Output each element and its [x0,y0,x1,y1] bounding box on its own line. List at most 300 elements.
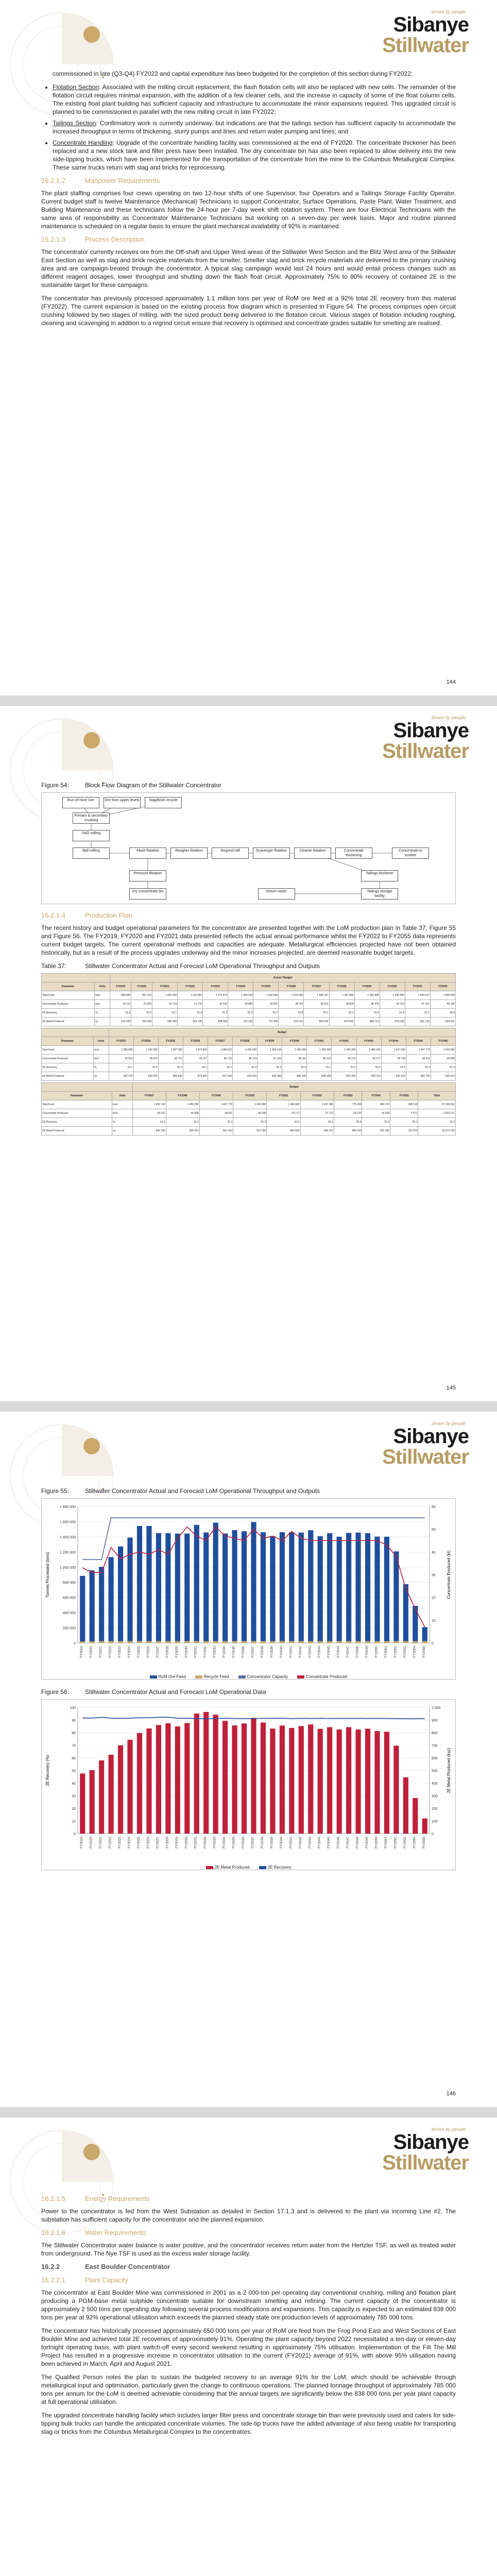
bar-recycle-feed [184,1641,190,1643]
bar-recycle-feed [165,1641,170,1643]
x-tick-label: FY2046 [336,1646,340,1658]
logo-line1: Sibanye [393,13,469,36]
sibanye-stillwater-logo: driven by people Sibanye Stillwater [382,2127,469,2174]
bar-recycle-feed [109,1641,114,1643]
bar-recycle-feed [337,1641,342,1643]
bar-recycle-feed [403,1641,408,1643]
y2-tick-label: 10 [432,1619,436,1623]
y-tick-label: 0 [74,1833,76,1836]
bar-rom-ore-feed [165,1533,170,1643]
x-tick-label: FY2030 [184,1646,188,1658]
section-heading: 16.2.1.3 Process Description [41,235,145,243]
bar-rom-ore-feed [308,1530,313,1643]
flow-box: Rougher flotation [170,848,208,859]
table-row: 2E Metal Produced oz 942 470 893 420 856 630 873 420 917 040 879 610 832 060 856 100 836 900 852 250 865 110 830 410 842 750 825 410 [42,1072,456,1081]
x-tick-label: FY2022 [108,1646,112,1658]
legend-item: Concentrator Capacity [238,1673,288,1681]
x-tick-label: FY2054 [413,1646,417,1658]
flow-box: Cleaner flotation [294,848,331,859]
y-tick-label: 60 [72,1757,76,1760]
x-tick-label: FY2055 [422,1837,426,1849]
y-tick-label: 800 000 [62,1581,76,1585]
data-table: Budget Parameter Units FY2047 FY2048 FY2049 FY2050 FY2051 FY2052 FY2053 FY2054 FY2055 Total Total Feed tons 1 451 110 1 455 290 1 447 770 1 402 680 1 400 680 1 207 390 775 260 489 270 208 510 57 540 010 Concentrate Produced tons 44 911 45 008 44 911 45 008 43 177 37 713 24 213 15 418 6 571 1 833 171 2E Recovery % 91.2 91.3 91.2 91.3 91.2 91.1 91.0 91.0 91.1 91.3 2E Metal Produced oz 842 750 825 410 831 410 812 050 806 630 696 210 445 610 281 630 119 970 32 471 160 [41,1082,456,1136]
x-tick-label: FY2024 [127,1646,131,1658]
flow-box: Concentrate thickening [335,848,372,859]
bar-rom-ore-feed [222,1534,228,1643]
bar-recycle-feed [289,1641,294,1643]
table-row: Concentrate Produced tons 44 911 45 008 44 911 45 008 43 177 37 713 24 213 15 418 6 571 1 833 171 [42,1109,456,1118]
page-145 [0,706,497,1401]
x-tick-label: FY2038 [260,1646,264,1658]
x-tick-label: FY2019 [80,1646,84,1658]
x-tick-label: FY2022 [108,1837,112,1849]
bar-recycle-feed [413,1641,418,1643]
bar-rom-ore-feed [318,1536,323,1643]
legend-swatch [150,1675,157,1679]
x-tick-label: FY2028 [165,1837,169,1849]
y-tick-label: 80 [72,1732,76,1735]
bar-rom-ore-feed [251,1522,256,1643]
y2-tick-label: 200 [432,1807,438,1811]
y-tick-label: 1 800 000 [59,1505,76,1509]
bar-2e-metal-produced [280,1725,285,1834]
bar-2e-metal-produced [137,1733,142,1834]
bar-recycle-feed [175,1641,180,1643]
legend-item: Concentrate Produced [297,1673,347,1681]
bar-rom-ore-feed [374,1536,380,1643]
operational-data-chart [41,1699,456,1870]
bar-2e-metal-produced [346,1727,351,1834]
bar-rom-ore-feed [289,1532,294,1643]
x-tick-label: FY2051 [384,1646,388,1658]
bar-rom-ore-feed [261,1532,266,1643]
water-paragraph: The Stillwater Concentrator water balance is water positive, and the concentrator receives return water from the Hertzler TSF, as well as treated water from underground. The Nye TSF is used as the excess water storage facility. [41,2242,456,2257]
y2-tick-label: 1 000 [432,1706,441,1710]
x-tick-label: FY2038 [260,1837,264,1849]
bar-recycle-feed [374,1641,380,1643]
bar-rom-ore-feed [242,1531,247,1643]
bar-rom-ore-feed [280,1532,285,1643]
bar-recycle-feed [213,1641,218,1643]
bar-recycle-feed [222,1641,228,1643]
bar-recycle-feed [194,1641,199,1643]
x-tick-label: FY2049 [365,1646,369,1658]
y-tick-label: 20 [72,1807,76,1811]
bar-2e-metal-produced [175,1726,180,1834]
y2-tick-label: 0 [432,1642,434,1646]
bar-rom-ore-feed [127,1537,132,1643]
bar-2e-metal-produced [194,1714,199,1834]
bar-recycle-feed [242,1641,247,1643]
bar-rom-ore-feed [337,1537,342,1643]
bar-recycle-feed [280,1641,285,1643]
x-tick-label: FY2019 [80,1837,84,1849]
bar-recycle-feed [384,1641,389,1643]
bar-rom-ore-feed [413,1606,418,1643]
bar-rom-ore-feed [355,1533,361,1643]
bar-2e-metal-produced [99,1760,104,1834]
x-tick-label: FY2029 [175,1837,179,1849]
x-tick-label: FY2033 [213,1646,217,1658]
x-tick-label: FY2021 [99,1837,103,1849]
y-tick-label: 10 [72,1820,76,1824]
y-tick-label: 1 600 000 [59,1520,76,1524]
bar-rom-ore-feed [99,1567,104,1643]
x-tick-label: FY2027 [156,1646,160,1658]
operational-table [41,973,456,1136]
y2-tick-label: 500 [432,1769,438,1773]
bar-rom-ore-feed [118,1547,123,1643]
bar-2e-metal-produced [289,1728,294,1834]
x-tick-label: FY2052 [393,1646,398,1658]
y2-tick-label: 50 [432,1528,436,1532]
x-tick-label: FY2050 [374,1646,379,1658]
y-axis-label: 2E Recovery (%) [45,1755,50,1786]
bar-2e-metal-produced [308,1724,313,1834]
y2-axis-label: Concentrate Produced (kt) [447,1550,451,1599]
bar-recycle-feed [203,1641,209,1643]
x-tick-label: FY2050 [374,1837,379,1849]
section-heading: 16.2.1.6 Water Requirements [41,2229,146,2236]
section-heading: 16.2.1.5 Energy Requirements [41,2195,150,2202]
bar-rom-ore-feed [232,1530,237,1643]
x-tick-label: FY2027 [156,1837,160,1849]
bar-recycle-feed [90,1641,95,1643]
x-tick-label: FY2044 [317,1646,321,1658]
bar-2e-metal-produced [203,1712,209,1834]
bar-recycle-feed [327,1641,332,1643]
x-tick-label: FY2036 [242,1837,246,1849]
bar-2e-metal-produced [118,1745,123,1834]
x-tick-label: FY2041 [289,1837,293,1849]
flow-box: Scavenger flotation [253,848,290,859]
x-tick-label: FY2045 [327,1837,331,1849]
x-tick-label: FY2023 [118,1646,122,1658]
x-tick-label: FY2025 [136,1646,141,1658]
table-row: Concentrate Produced tons 33 113 31 002 30 714 41 719 36 591 39 486 39 807 38 767 40 512 38 664 46 475 50 713 47 314 45 100 [42,1000,456,1009]
y-tick-label: 40 [72,1782,76,1786]
y-tick-label: 100 [70,1706,76,1710]
bar-2e-metal-produced [270,1728,275,1834]
figure-caption: Figure 56: Stillwater Concentrator Actual and Forecast LoM Operational Data [41,1688,266,1696]
table-row: 2E Metal Produced oz 842 750 825 410 831 410 812 050 806 630 696 210 445 610 281 630 119 970 32 471 160 [42,1127,456,1136]
y2-axis-label: 2E Metal Produced (koz) [447,1748,451,1793]
flow-box: Run-of-mine Ore [62,797,99,808]
bar-2e-metal-produced [393,1745,399,1834]
x-tick-label: FY2039 [270,1837,274,1849]
bar-recycle-feed [146,1641,151,1643]
x-tick-label: FY2043 [308,1646,312,1658]
manpower-paragraph: The plant staffing comprises four crews operating on two 12-hour shifts of one Supervisor, four Operators and a Tailings Storage Facility Operator. Current budget staff is twelve Maintenance (Mechanical) Technicians to support Concentrator, Surface Operations, Paste Plant, Water Treatment, and Building Maintenance and these technicians follow the 24-hour per 7-day week shift rotation system. There are four Electrical Technicians with the same area of responsibility as Concentrator Maintenance Technicians but working on a seven-day per week basis. Major and routine planned maintenance is scheduled on a regular basis to ensure the plant mechanical availability of 92% is maintained. [41,190,456,230]
sibanye-stillwater-logo [382,9,469,56]
y2-tick-label: 40 [432,1551,436,1555]
bar-2e-metal-produced [355,1730,361,1834]
x-tick-label: FY2037 [251,1837,255,1849]
bar-recycle-feed [261,1641,266,1643]
sibanye-stillwater-logo: driven by people Sibanye Stillwater [382,715,469,762]
bar-2e-metal-produced [213,1715,218,1834]
bar-2e-metal-produced [127,1740,132,1834]
x-tick-label: FY2042 [298,1837,302,1849]
y-tick-label: 0 [74,1642,76,1646]
bar-rom-ore-feed [393,1551,399,1643]
sibanye-stillwater-logo: driven by people Sibanye Stillwater [382,1421,469,1468]
flow-box: Ore from upper levels [104,797,141,808]
page-147 [0,2117,497,2576]
x-tick-label: FY2028 [165,1646,169,1658]
process-paragraph-2: The concentrator has previously processed approximately 1.1 million tons per year of RoM ore feed at a 92% total 2E recovery from this material (FY2022). The current expansion is based on the existing process flow diagram which is presented in Figure 54. The process comprises open circuit crushing followed by two stages of milling, with the sized product being delivered to the flotation circuit. Various stages of flotation including roughing, cleaning and scavenging in addition to a regrind circuit ensure that recovery is optimised and concentrate grades suitable for smelting are realised. [41,295,456,327]
bar-2e-metal-produced [413,1798,418,1834]
flow-box: Pressure filtration [129,870,166,882]
x-tick-label: FY2023 [118,1837,122,1849]
legend-swatch [238,1675,246,1679]
bar-recycle-feed [422,1641,427,1643]
legend-swatch [297,1675,304,1679]
x-tick-label: FY2034 [222,1837,227,1849]
x-tick-label: FY2031 [194,1646,198,1658]
bar-2e-metal-produced [184,1723,190,1834]
x-tick-label: FY2047 [346,1646,350,1658]
x-tick-label: FY2055 [422,1646,426,1658]
bar-2e-metal-produced [146,1728,151,1834]
section-heading: 16.2.1.2 Manpower Requirements [41,177,160,184]
x-tick-label: FY2026 [146,1837,150,1849]
x-tick-label: FY2036 [242,1646,246,1658]
flow-box: Tailings thickener [361,870,398,882]
table-row: 2E Recovery % 91.2 91.3 91.2 91.3 91.2 91.1 91.0 91.0 91.1 91.3 [42,1118,456,1127]
y-tick-label: 50 [72,1769,76,1773]
section-heading: 16.2.1.4 Production Plan [41,911,132,919]
list-item: • Flotation Section: Associated with the milling circuit replacement, the flash flotation cells will also be replaced with new cells. The remainder of the flotation circuit requires minimal expansion, with the addition of a few cleaner cells, and the increase in capacity of some of the float column cells. The existing float plant building has sufficient capacity and infrastructure to accommodate the minor expansions required. This upgraded circuit is planned to be commissioned in parallel with the new milling circuit in late FY2022; [53,83,456,116]
bar-2e-metal-produced [299,1726,304,1834]
legend-swatch [259,1866,266,1869]
bar-rom-ore-feed [384,1537,389,1643]
x-tick-label: FY2046 [336,1837,340,1849]
x-tick-label: FY2040 [279,1837,283,1849]
x-tick-label: FY2025 [136,1837,141,1849]
x-tick-label: FY2053 [403,1837,407,1849]
x-tick-label: FY2054 [413,1837,417,1849]
throughput-chart [41,1498,456,1680]
bar-2e-metal-produced [374,1731,380,1834]
flow-box: Return water [258,888,295,900]
bar-2e-metal-produced [251,1718,256,1834]
operational-data-chart-svg [42,1700,455,1859]
flow-box: SAG milling [73,830,110,841]
x-tick-label: FY2020 [89,1646,93,1658]
process-paragraph-1: The concentrator currently receives ore from the Off-shaft and Upper West areas of the Stillwater West Section and the Blitz West area of the Stillwater East Section as well as slag and brick recycle materials from the smelter. Smelter slag and brick recycle materials are delivered to the primary crushing area and are campaign-treated through the concentrator. A typical slag campaign would last 24 hours and would entail process changes such as different reagent dosages, lower throughput and shutting down the flash float circuit. Approximately 75% to 80% recovery of contained 2E is the sustainable target for these campaigns. [41,248,456,289]
x-tick-label: FY2037 [251,1646,255,1658]
bar-rom-ore-feed [80,1576,85,1643]
bar-recycle-feed [393,1641,399,1643]
logo-line2: Stillwater [382,34,469,57]
bar-recycle-feed [365,1641,370,1643]
y-tick-label: 90 [72,1719,76,1723]
x-tick-label: FY2032 [203,1646,208,1658]
energy-paragraph: Power to the concentrator is fed from the West Substation as detailed in Section 17.1.3 and is delivered to the plant via incoming Line #2. The substation has sufficient capacity for the concentrator and the planned expansion. [41,2208,456,2223]
flow-box: Slag/Brick recycle [145,797,182,808]
bar-2e-metal-produced [327,1727,332,1834]
x-tick-label: FY2029 [175,1646,179,1658]
table-row: Total Feed tons 1 451 110 1 455 290 1 447 770 1 402 680 1 400 680 1 207 390 775 260 489 270 208 510 57 540 010 [42,1100,456,1109]
page-144 [0,0,497,696]
bar-2e-metal-produced [80,1773,85,1834]
bar-rom-ore-feed [270,1536,275,1643]
y2-tick-label: 700 [432,1744,438,1748]
flow-box: Primary & secondary crushing [73,812,110,824]
bar-rom-ore-feed [146,1526,151,1643]
bar-2e-metal-produced [242,1723,247,1834]
x-tick-label: FY2053 [403,1646,407,1658]
intro-paragraph: commissioned in late (Q3-Q4) FY2022 and capital expenditure has been budgeted for the completion of this section during FY2022; [53,70,413,77]
figure-caption: Figure 55: Stillwater Concentrator Actual and Forecast LoM Operational Throughput and Outputs [41,1487,320,1495]
x-tick-label: FY2031 [194,1837,198,1849]
chart-legend [42,1863,455,1872]
bar-2e-metal-produced [165,1723,170,1834]
bar-2e-metal-produced [403,1777,408,1834]
bar-2e-metal-produced [261,1722,266,1834]
bar-recycle-feed [127,1641,132,1643]
bar-2e-metal-produced [422,1819,427,1834]
x-tick-label: FY2051 [384,1837,388,1849]
capacity-paragraph-4: The upgraded concentrate handling facility which includes larger filter press and concentrate storage bin than were previously used and caters for side-tipping bulk trucks can handle the anticipated concentrate volumes. The side-tip trucks have the added advantage of also being usable for transporting slag or bricks from the Columbus Metallurgical Complex to the concentrators. [41,2412,456,2435]
bar-rom-ore-feed [299,1533,304,1643]
table-row: 2E Recovery % 91.1 91.4 91.2 91.1 91.1 91.3 91.3 91.4 91.1 91.3 91.2 91.3 91.2 91.3 [42,1063,456,1072]
y-tick-label: 400 000 [62,1612,76,1616]
bar-recycle-feed [355,1641,361,1643]
x-tick-label: FY2041 [289,1646,293,1658]
bar-rom-ore-feed [203,1533,209,1643]
list-item: • Tailings Section: Confirmatory work is currently underway, but indications are that the tailings section has sufficient capacity to accommodate the increased throughput in terms of thickening, slurry pumps and lines and return water pumping and lines; and [53,119,456,135]
bar-2e-metal-produced [156,1725,161,1834]
capacity-paragraph-3: The Qualified Person notes the plan to sustain the budgeted recovery to an average 91% for the LoM, which should be achievable through metallurgical input and optimisation, particularly given the change to continuous operations. The planned tonnage throughput of approximately 785 000 tons per annum for the LoM is deemed achievable considering that the annual targets are significantly below the 838 000 tons per year plant capacity at full operational utilisation. [41,2374,456,2405]
x-tick-label: FY2044 [317,1837,321,1849]
bar-rom-ore-feed [327,1533,332,1643]
list-item: • Concentrate Handling: Upgrade of the concentrate handling facility was commissioned at the end of FY2020. The concentrate thickener has been replaced and a new stock tank and filter press have been installed. The dry concentrate bin has also been replaced to allow delivery into the new side-tipping trucks, which have been implemented for the transportation of the concentrate from the mine to the Columbus Metallurgical Complex. These same trucks return with slag and bricks for reprocessing. [53,139,456,172]
x-tick-label: FY2049 [365,1837,369,1849]
bar-recycle-feed [318,1641,323,1643]
x-tick-label: FY2020 [89,1837,93,1849]
bar-recycle-feed [251,1641,256,1643]
logo-tagline: driven by people [431,9,466,14]
bar-rom-ore-feed [137,1526,142,1643]
bar-rom-ore-feed [365,1533,370,1643]
flow-box: Dry concentrate bin [129,888,166,900]
legend-item: 2E Recovery [259,1863,292,1872]
legend-swatch [195,1675,202,1679]
y2-tick-label: 60 [432,1505,436,1509]
y2-tick-label: 100 [432,1820,438,1824]
legend-item: Recycle Feed [195,1673,229,1681]
bar-recycle-feed [346,1641,351,1643]
bar-rom-ore-feed [422,1627,427,1643]
y-tick-label: 1 000 000 [59,1566,76,1570]
y2-tick-label: 400 [432,1782,438,1786]
y2-tick-label: 800 [432,1732,438,1735]
page-146 [0,1412,497,2107]
x-tick-label: FY2048 [355,1646,359,1658]
bar-2e-metal-produced [384,1732,389,1834]
data-table: Budget Parameter Units FY2033 FY2034 FY2035 FY2036 FY2037 FY2038 FY2039 FY2040 FY2041 FY2042 FY2043 FY2044 FY2045 FY2046 Total Feed tons 1 585 800 1 443 390 1 487 390 1 472 800 1 594 210 1 459 540 1 409 510 1 460 290 1 459 000 1 455 390 1 486 060 1 407 530 1 447 770 1 400 680 Concentrate Produced tons 50 913 46 874 45 712 45 117 49 713 46 174 47 210 45 111 49 313 46 210 45 177 44 718 44 911 45 008 2E Recovery % 91.1 91.4 91.2 91.1 91.1 91.3 91.3 91.4 91.1 91.3 91.2 91.3 91.2 91.3 2E Metal Produced oz 942 470 893 420 856 630 873 420 917 040 879 610 832 060 856 100 836 900 852 250 865 110 830 410 842 750 825 410 [41,1028,456,1081]
x-tick-label: FY2042 [298,1646,302,1658]
x-tick-label: FY2024 [127,1837,131,1849]
x-tick-label: FY2043 [308,1837,312,1849]
flow-box: Ball milling [73,848,110,859]
flow-box: Concentrate to smelter [392,848,429,859]
page-number: 145 [446,1385,456,1391]
flow-box: Regrind mill [212,848,249,859]
bar-recycle-feed [99,1641,104,1643]
data-table: Actual / Budget Parameter Units FY2019 FY2020 FY2021 FY2022 FY2023 FY2024 FY2025 FY2026 FY2027 FY2028 FY2029 FY2030 FY2031 FY2032 Total Feed tons 884 990 957 123 1 003 456 1 132 662 1 273 471 1 390 019 1 542 646 1 542 646 1 449 307 1 447 858 1 441 898 1 442 899 1 556 627 1 456 959 Concentrate Produced tons 33 113 31 002 30 714 41 719 36 591 39 486 39 807 38 767 40 512 38 664 46 475 50 713 47 314 45 100 2E Recovery % 91.6 91.5 92.1 91.4 91.3 91.5 91.7 91.8 92.1 92.2 91.4 91.4 91.2 90.9 2E Metal Produced oz 476 250 503 418 580 240 624 735 698 950 743 223 797 428 833 126 860 234 874 062 848 714 876 090 951 120 964 301 [41,973,456,1026]
flow-box: Tailings storage facility [361,888,398,900]
y2-tick-label: 300 [432,1794,438,1799]
bar-recycle-feed [308,1641,313,1643]
block-flow-diagram [41,792,456,904]
y-tick-label: 70 [72,1744,76,1748]
table-row: Total Feed tons 1 585 800 1 443 390 1 487 390 1 472 800 1 594 210 1 459 540 1 409 510 1 460 290 1 459 000 1 455 390 1 486 060 1 407 530 1 447 770 1 400 680 [42,1046,456,1055]
section-heading: 16.2.2.1 Plant Capacity [41,2276,128,2284]
page-number: 146 [446,2091,456,2097]
bar-2e-metal-produced [337,1730,342,1834]
bar-rom-ore-feed [184,1534,190,1643]
y2-tick-label: 900 [432,1719,438,1723]
bar-rom-ore-feed [175,1534,180,1643]
table-caption: Table 37: Stillwater Concentrator Actual and Forecast LoM Operational Throughput and Outputs [41,962,320,970]
production-plan-paragraph: The recent history and budget operational parameters for the concentrator are presented together with the LoM production plan in Table 37, Figure 55 and Figure 56. The FY2019, FY2020 and FY2021 data presented reflects the actual annual performance whilst the FY2022 to FY2055 data represents current budget targets. The current operational methods and capacities are adequate. Metallurgical efficiencies projected have not been obtained historically, but as a result of the process upgrades underway and the minor increases projected, are deemed reasonable budget targets. [41,924,456,956]
flow-box: Flash flotation [129,848,166,859]
table-row: 2E Metal Produced oz 476 250 503 418 580 240 624 735 698 950 743 223 797 428 833 126 860 234 874 062 848 714 876 090 951 120 964 301 [42,1018,456,1026]
x-tick-label: FY2048 [355,1837,359,1849]
bar-2e-metal-produced [109,1755,114,1834]
chart-legend [42,1673,455,1681]
bar-recycle-feed [80,1641,85,1643]
table-row: Concentrate Produced tons 50 913 46 874 45 712 45 117 49 713 46 174 47 210 45 111 49 313 46 210 45 177 44 718 44 911 45 008 [42,1055,456,1063]
bar-recycle-feed [299,1641,304,1643]
bar-2e-metal-produced [318,1729,323,1834]
y-axis-label: Tonnes Processed (tons) [45,1552,50,1598]
y-tick-label: 30 [72,1794,76,1799]
x-tick-label: FY2034 [222,1646,227,1658]
legend-item: RoM Ore Feed [150,1673,186,1681]
x-tick-label: FY2032 [203,1837,208,1849]
legend-item: 2E Metal Produced [206,1863,250,1872]
capacity-paragraph-2: The concentrator has historically processed approximately 650 000 tons per year of RoM ore feed from the Frog Pond East and West Sections of East Boulder Mine and achieved total 2E recoveries of approximately 91%. Operating the plant capacity beyond 2022 necessitated a ten-day or eleven-day fortnight operating basis, with plant switch-off every second weekend resulting in approximately 75% utilisation. Implementation of the Fill The Mill Project has resulted in a progressive increase in concentrator utilisation to the current (FY2021) average of 91%, with above 95% utilisation having been achieved in March, April and August 2021. [41,2327,456,2367]
x-tick-label: FY2045 [327,1646,331,1658]
legend-swatch [206,1866,213,1869]
y-tick-label: 1 400 000 [59,1535,76,1539]
process-upgrades-list [41,83,456,172]
bar-2e-metal-produced [232,1725,237,1834]
bar-rom-ore-feed [194,1525,199,1643]
y-tick-label: 200 000 [62,1626,76,1631]
bar-recycle-feed [270,1641,275,1643]
bar-2e-metal-produced [222,1721,228,1834]
y2-tick-label: 20 [432,1596,436,1600]
x-tick-label: FY2030 [184,1837,188,1849]
y2-tick-label: 0 [432,1833,434,1836]
y2-tick-label: 30 [432,1573,436,1578]
bar-2e-metal-produced [90,1770,95,1834]
bar-rom-ore-feed [109,1557,114,1643]
bar-recycle-feed [137,1641,142,1643]
bar-2e-metal-produced [365,1728,370,1834]
y-tick-label: 1 200 000 [59,1551,76,1555]
bar-recycle-feed [156,1641,161,1643]
x-tick-label: FY2026 [146,1646,150,1658]
capacity-paragraph-1: The concentrator at East Boulder Mine was commissioned in 2001 as a 2 000-ton per operating day conventional crushing, milling and flotation plant producing a PGM-base metal sulphide concentrate suitable for downstream smelting and refining. The current capacity of the concentrator is approximately 2 500 tons per operating day following several process modifications and expansions. This capacity is expected to an estimated 838 000 tons per year at 92% operational utilisation which exceeds the planned steady state ore production levels of approximately 785 000 tons. [41,2289,456,2321]
bar-recycle-feed [118,1641,123,1643]
table-row: 2E Recovery % 91.6 91.5 92.1 91.4 91.3 91.5 91.7 91.8 92.1 92.2 91.4 91.4 91.2 90.9 [42,1009,456,1018]
